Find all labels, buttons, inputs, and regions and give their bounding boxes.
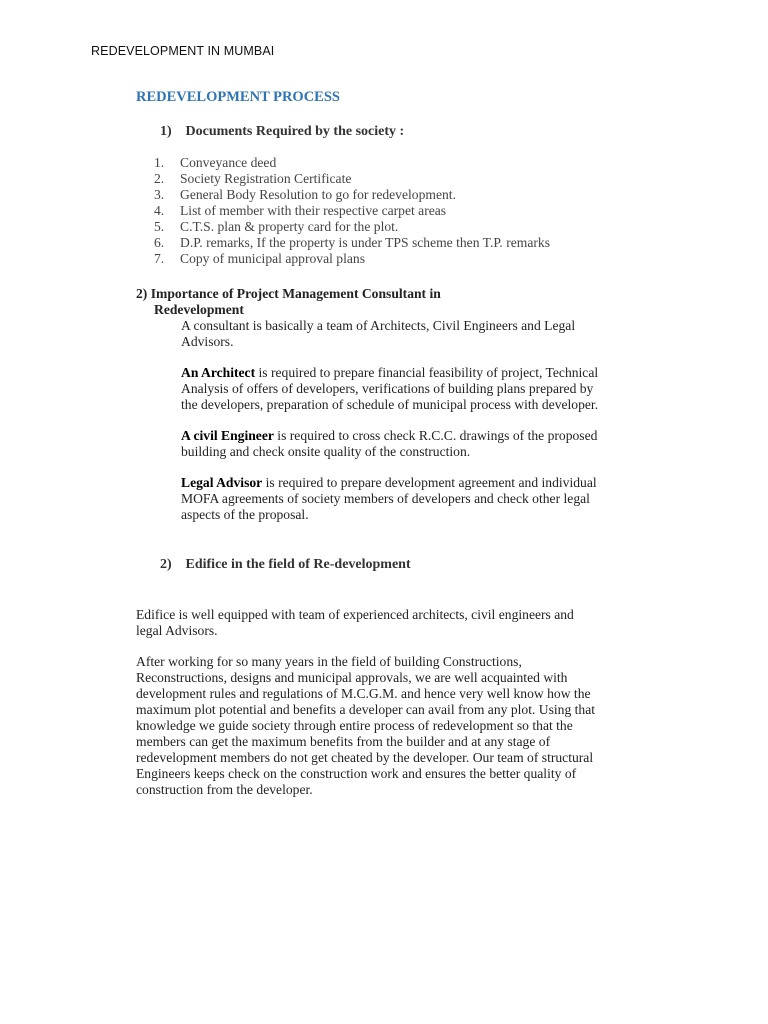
consultant-intro: A consultant is basically a team of Architects, Civil Engineers and Legal Advisors. — [181, 318, 576, 349]
document-item — [154, 235, 550, 251]
architect-paragraph — [181, 365, 606, 413]
architect-label: An Architect — [181, 365, 256, 380]
section3-body — [136, 607, 598, 813]
documents-list — [154, 155, 550, 267]
document-item — [154, 251, 550, 267]
document-item — [154, 219, 550, 235]
document-item-text: C.T.S. plan & property card for the plot. — [180, 219, 399, 234]
architect-text: is required to prepare financial feasibility of project, Technical Analysis of offers of developers, verifications of building plans prepared by the developers, preparation of schedule of municipal process with developer. — [181, 365, 599, 412]
legal-text: is required to prepare development agreement and individual MOFA agreements of society members of developers and check other legal aspects of the proposal. — [181, 475, 597, 522]
section1-heading — [160, 124, 404, 140]
legal-label: Legal Advisor — [181, 475, 263, 490]
document-item — [154, 203, 550, 219]
section2-body — [181, 318, 606, 538]
document-item-number: 1. — [154, 155, 165, 170]
section1-number: 1) — [160, 124, 172, 139]
document-item-text: List of member with their respective carpet areas — [180, 203, 447, 218]
document-item-text: D.P. remarks, If the property is under TPS scheme then T.P. remarks — [180, 235, 550, 250]
edifice-paragraph-2: After working for so many years in the field of building Constructions, Reconstructions, designs and municipal approvals, we are well acquainted with development rules and regulations of M.C.G.M. and hence very well know how the maximum plot potential and benefits a developer can avail from any plot. Using that knowledge we guide society through entire process of redevelopment so that the members can get the maximum benefits from the builder and at any stage of redevelopment members do not get cheated by the developer. Our team of structural Engineers keeps check on the construction work and ensures the better quality of construction from the developer. — [136, 654, 596, 797]
engineer-text: is required to cross check R.C.C. drawings of the proposed building and check onsite quality of the construction. — [181, 428, 598, 459]
engineer-paragraph — [181, 428, 606, 460]
document-item-text: Copy of municipal approval plans — [180, 251, 365, 266]
section2-heading-line1: 2) Importance of Project Management Consultant in — [136, 286, 441, 301]
section2-heading — [136, 286, 441, 318]
document-item-text: Conveyance deed — [180, 155, 277, 170]
section3-heading — [160, 557, 411, 573]
document-item-number: 3. — [154, 187, 165, 202]
page-header: REDEVELOPMENT IN MUMBAI — [91, 44, 275, 58]
document-item-number: 5. — [154, 219, 165, 234]
document-item-number: 7. — [154, 251, 165, 266]
legal-paragraph — [181, 475, 606, 523]
section1-title: Documents Required by the society : — [185, 124, 405, 139]
document-item-text: Society Registration Certificate — [180, 171, 352, 186]
document-item — [154, 155, 550, 171]
edifice-paragraph-1: Edifice is well equipped with team of experienced architects, civil engineers and legal Advisors. — [136, 607, 574, 638]
document-item-number: 6. — [154, 235, 165, 250]
document-item-text: General Body Resolution to go for redevelopment. — [180, 187, 456, 202]
document-item — [154, 171, 550, 187]
document-item-number: 4. — [154, 203, 165, 218]
document-item — [154, 187, 550, 203]
engineer-label: A civil Engineer — [181, 428, 274, 443]
section3-number: 2) — [160, 557, 172, 572]
section3-title: Edifice in the field of Re-development — [185, 557, 411, 572]
section2-heading-line2: Redevelopment — [154, 302, 244, 317]
page-title: REDEVELOPMENT PROCESS — [136, 89, 340, 105]
document-item-number: 2. — [154, 171, 165, 186]
